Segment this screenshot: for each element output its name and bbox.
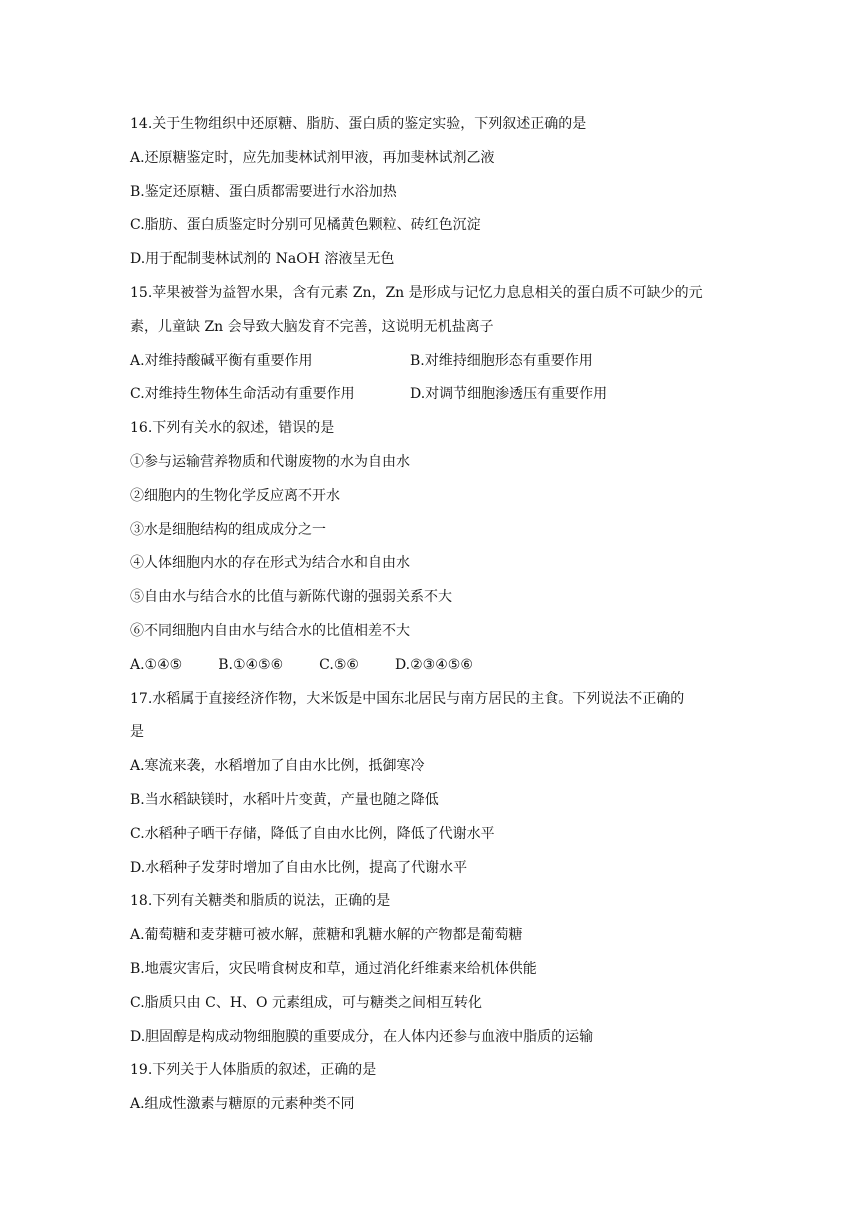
option-b: B.①④⑤⑥: [218, 656, 284, 673]
question-stem: 18.下列有关糖类和脂质的说法，正确的是: [130, 893, 391, 910]
options-row: [130, 649, 740, 683]
option-a: A.寒流来袭，水稻增加了自由水比例，抵御寒冷: [130, 758, 425, 775]
question-stem: 是: [130, 724, 144, 741]
option-b: B.当水稻缺镁时，水稻叶片变黄，产量也随之降低: [130, 791, 439, 808]
options-row: [130, 378, 740, 412]
question-stem: 素，儿童缺 Zn 会导致大脑发育不完善，这说明无机盐离子: [130, 318, 494, 335]
statement: ①参与运输营养物质和代谢废物的水为自由水: [130, 453, 410, 470]
question-stem: 14.关于生物组织中还原糖、脂肪、蛋白质的鉴定实验，下列叙述正确的是: [130, 116, 587, 132]
option-b: B.对维持细胞形态有重要作用: [410, 352, 593, 369]
option-d: D.对调节细胞渗透压有重要作用: [410, 386, 608, 403]
question-stem: 19.下列关于人体脂质的叙述，正确的是: [130, 1062, 377, 1079]
statement: ⑤自由水与结合水的比值与新陈代谢的强弱关系不大: [130, 589, 452, 606]
question-stem: 15.苹果被誉为益智水果，含有元素 Zn，Zn 是形成与记忆力息息相关的蛋白质不可缺少的元: [130, 284, 703, 301]
option-a: A.对维持酸碱平衡有重要作用: [130, 352, 313, 369]
question-stem: 17.水稻属于直接经济作物，大米饭是中国东北居民与南方居民的主食。下列说法不正确的: [130, 690, 685, 707]
statement: ⑥不同细胞内自由水与结合水的比值相差不大: [130, 622, 410, 639]
question-16: [130, 412, 740, 682]
option-a: A.组成性激素与糖原的元素种类不同: [130, 1096, 355, 1113]
option-d: D.②③④⑤⑥: [394, 656, 473, 673]
question-stem: 16.下列有关水的叙述，错误的是: [130, 420, 335, 437]
option-c: C.脂肪、蛋白质鉴定时分别可见橘黄色颗粒、砖红色沉淀: [130, 217, 481, 234]
statement: ③水是细胞结构的组成成分之一: [130, 521, 326, 538]
question-18: [130, 885, 740, 1054]
option-c: C.水稻种子晒干存储，降低了自由水比例，降低了代谢水平: [130, 825, 495, 842]
option-a: A.葡萄糖和麦芽糖可被水解，蔗糖和乳糖水解的产物都是葡萄糖: [130, 927, 523, 944]
option-a: A.还原糖鉴定时，应先加斐林试剂甲液，再加斐林试剂乙液: [130, 149, 495, 166]
option-b: B.地震灾害后，灾民啃食树皮和草，通过消化纤维素来给机体供能: [130, 960, 537, 977]
statement: ④人体细胞内水的存在形式为结合水和自由水: [130, 555, 410, 572]
exam-page: [130, 108, 740, 1122]
statement: ②细胞内的生物化学反应离不开水: [130, 487, 340, 504]
question-14: [130, 108, 740, 277]
option-c: C.⑤⑥: [319, 656, 359, 673]
option-c: C.对维持生物体生命活动有重要作用: [130, 386, 355, 403]
question-15: [130, 277, 740, 412]
question-19: [130, 1054, 740, 1122]
option-d: D.用于配制斐林试剂的 NaOH 溶液呈无色: [130, 251, 395, 268]
question-17: [130, 683, 740, 886]
option-d: D.水稻种子发芽时增加了自由水比例，提高了代谢水平: [130, 859, 468, 876]
option-a: A.①④⑤: [130, 656, 183, 673]
options-row: [130, 345, 740, 379]
option-b: B.鉴定还原糖、蛋白质都需要进行水浴加热: [130, 183, 397, 200]
option-c: C.脂质只由 C、H、O 元素组成，可与糖类之间相互转化: [130, 994, 482, 1011]
option-d: D.胆固醇是构成动物细胞膜的重要成分，在人体内还参与血液中脂质的运输: [130, 1028, 594, 1045]
